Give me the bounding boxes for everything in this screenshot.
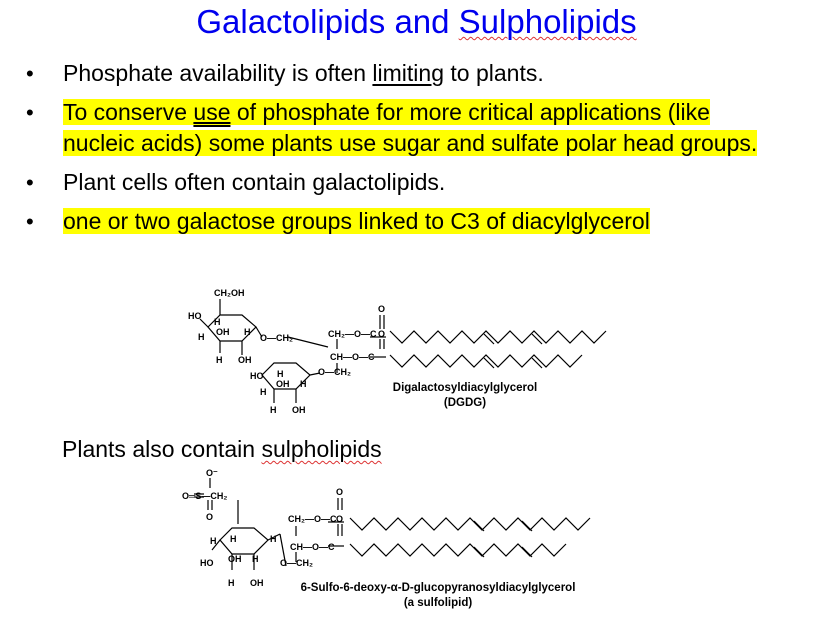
bullet-1-underlined: limiting [372, 60, 444, 86]
bullet-dot: • [26, 170, 34, 195]
bullet-1-text-end: to plants. [444, 60, 544, 86]
f2-label-7: HO [200, 558, 214, 568]
f2-label-6: H [252, 554, 259, 564]
bullet-3 [0, 167, 763, 198]
bullet-dot: • [26, 100, 34, 125]
bullet-dot: • [26, 61, 34, 86]
dgdg-structure [180, 285, 620, 425]
bullet-2-text: To conserve [63, 99, 194, 125]
sulfolipid-name: 6-Sulfo-6-deoxy-α-D-glucopyranosyldiacylglycerol [300, 582, 576, 594]
f2-label-14: O [336, 487, 344, 497]
f1-label-12: H [260, 387, 267, 397]
f1-label-3: OH [216, 327, 230, 337]
f2-label-0: O⁻ [206, 468, 218, 478]
f1-label-16: O—CH₂ [318, 367, 351, 377]
bullet-dot: • [26, 209, 34, 234]
bullet-4 [0, 206, 763, 237]
bullet-3-text: Plant cells often contain galactolipids. [63, 169, 446, 195]
f1-label-17: CH₂—O—C [328, 329, 377, 339]
f1-label-11: OH [276, 379, 290, 389]
f2-label-15: O [336, 514, 344, 524]
dgdg-name: Digalactosyldiacylglycerol [392, 382, 538, 394]
f2-label-9: OH [250, 578, 264, 588]
f1-label-0: CH₂OH [214, 288, 245, 298]
slide-title [0, 2, 833, 42]
bullet-1 [0, 58, 763, 89]
bullet-1-text: Phosphate availability is often [63, 60, 373, 86]
f1-label-13: H [300, 379, 307, 389]
f1-label-1: HO [188, 311, 202, 321]
bullet-list [0, 58, 763, 245]
f2-label-13: CH—O—C [290, 542, 335, 552]
f2-label-3: H [210, 536, 217, 546]
bullet-4-text: one or two galactose groups linked to C3 of diacylglycerol [63, 208, 650, 234]
sub-text: Plants also contain [62, 436, 262, 462]
sulfolipid-structure [180, 466, 620, 616]
f1-label-19: O [378, 304, 386, 314]
title-text-2: Sulpholipids [458, 3, 637, 40]
f2-label-4: H [230, 534, 237, 544]
f1-label-4: H [198, 332, 205, 342]
f1-label-14: H [270, 405, 277, 415]
f2-label-1: O═S—CH₂ [182, 491, 228, 501]
bullet-2 [0, 97, 763, 159]
f1-label-8: OH [238, 355, 252, 365]
f1-label-9: HO [250, 371, 264, 381]
sulfolipid-abbr: (a sulfolipid) [403, 597, 473, 609]
f1-label-20: O [378, 329, 386, 339]
f2-label-12: CH₂—O—C [288, 514, 337, 524]
f1-label-18: CH—O—C [330, 352, 375, 362]
f2-label-10: H [270, 534, 277, 544]
dgdg-abbr: (DGDG) [443, 397, 487, 409]
f2-label-5: OH [228, 554, 242, 564]
f1-label-5: H [244, 327, 251, 337]
sub-text-word: sulpholipids [261, 436, 382, 462]
bullet-2-underlined: use [193, 99, 231, 125]
f2-label-2: O [206, 512, 214, 522]
f1-label-10: H [277, 369, 284, 379]
bullet-2-text-end: of phosphate for more critical applications (like nucleic acids) some plants use sugar and sulfate polar head groups. [63, 99, 758, 156]
f1-label-15: OH [292, 405, 306, 415]
f1-label-2: H [214, 317, 221, 327]
f2-label-8: H [228, 578, 235, 588]
f1-label-7: H [216, 355, 223, 365]
f2-label-11: O—CH₂ [280, 558, 313, 568]
f1-label-6: O—CH₂ [260, 333, 293, 343]
sulpholipid-heading [62, 434, 382, 465]
title-text-1: Galactolipids and [196, 3, 459, 40]
